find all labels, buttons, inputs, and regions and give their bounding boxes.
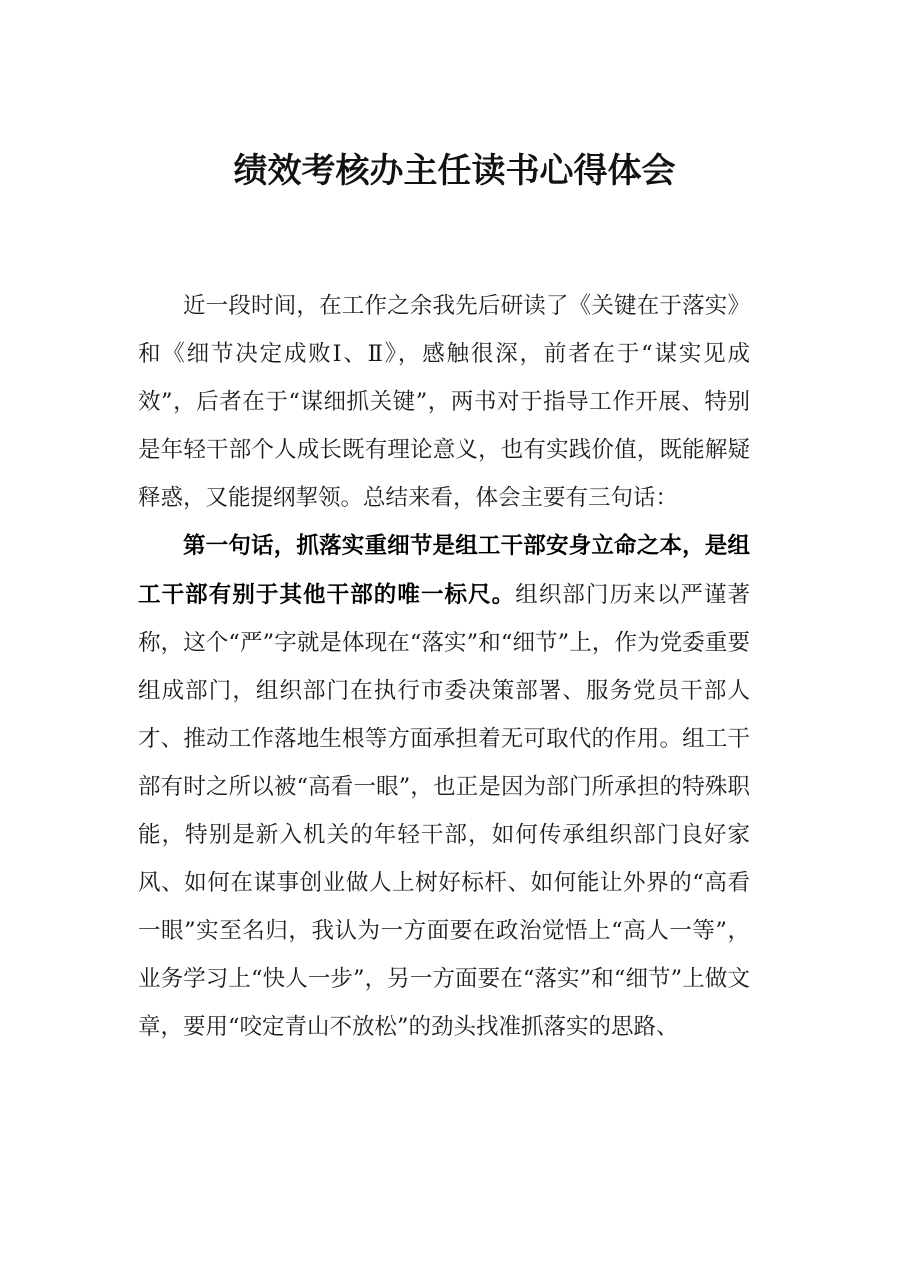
document-body xyxy=(138,282,750,1052)
paragraph-first-point-text: 组织部门历来以严谨著称，这个“严”字就是体现在“落实”和“细节”上，作为党委重要组成部门，组织部门在执行市委决策部署、服务党员干部人才、推动工作落地生根等方面承担着无可取代的作用。组工干部有时之所以被“高看一眼”，也正是因为部门所承担的特殊职能，特别是新入机关的年轻干部，如何传承组织部门良好家风、如何在谋事创业做人上树好标杆、如何能让外界的“高看一眼”实至名归，我认为一方面要在政治觉悟上“高人一等”，业务学习上“快人一步”，另一方面要在“落实”和“细节”上做文章，要用“咬定青山不放松”的劲头找准抓落实的思路、 xyxy=(138,581,750,1041)
document-title: 绩效考核办主任读书心得体会 xyxy=(233,151,676,191)
paragraph-first-point-heading: 第一句话，抓落实重细节是组工干部安身立命之本，是组工干部有别于其他干部的唯一标尺。 xyxy=(138,533,750,608)
paragraph-intro: 近一段时间，在工作之余我先后研读了《关键在于落实》和《细节决定成败Ⅰ、Ⅱ》，感触很深，前者在于“谋实见成效”，后者在于“谋细抓关键”，两书对于指导工作开展、特别是年轻干部个人成长既有理论意义，也有实践价值，既能解疑释惑，又能提纲挈领。总结来看，体会主要有三句话： xyxy=(138,293,750,512)
paragraph-first-point xyxy=(138,522,750,1051)
